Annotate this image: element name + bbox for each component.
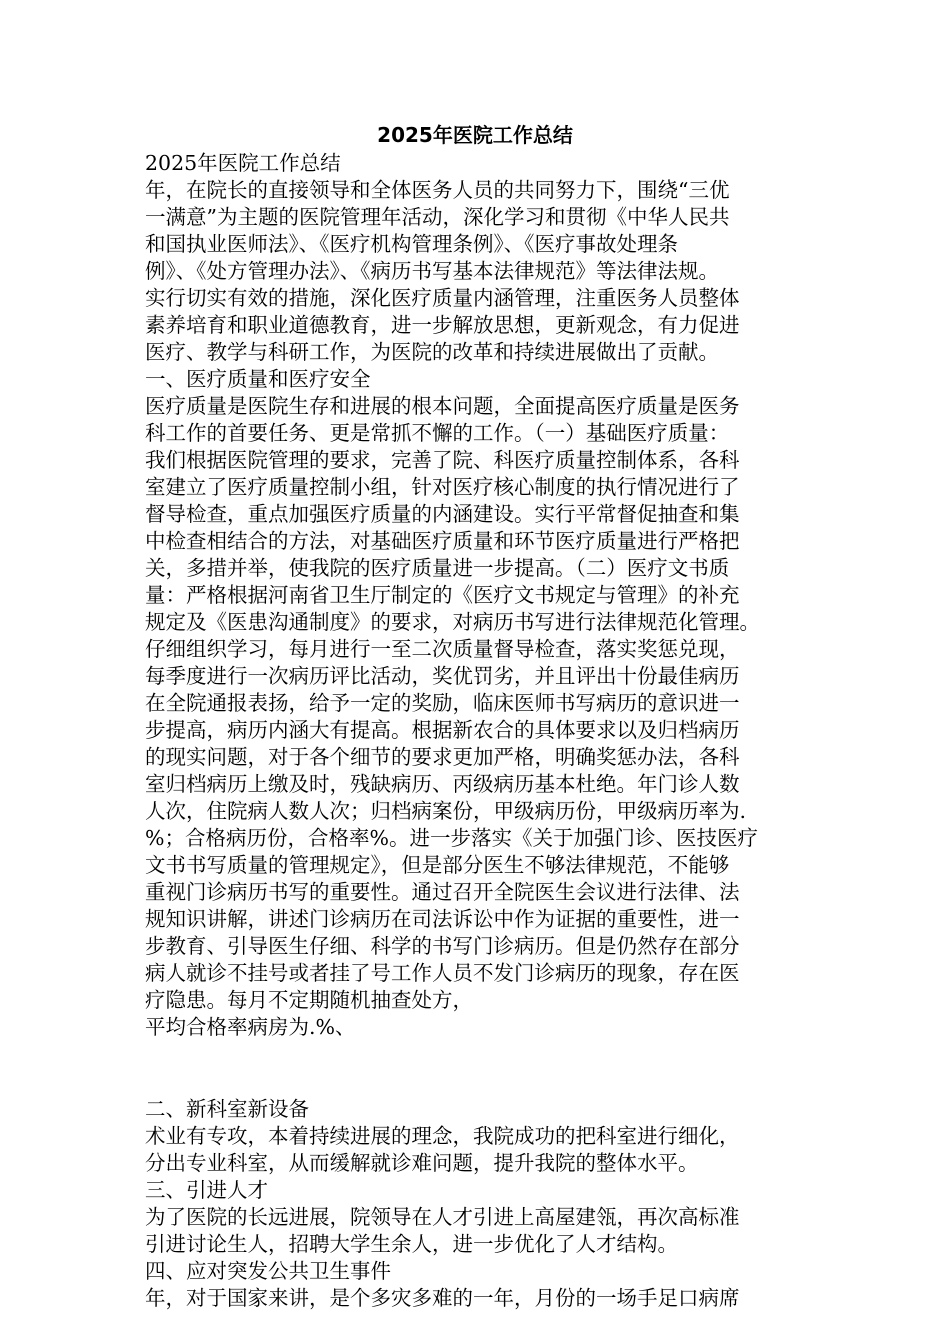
text-line: 平均合格率病房为.%、	[145, 1015, 356, 1039]
text-line: 年，对于国家来讲，是个多灾多难的一年，月份的一场手足口病席	[145, 1286, 740, 1310]
text-line: 重视门诊病历书写的重要性。通过召开全院医生会议进行法律、法	[145, 880, 740, 904]
text-line: 医疗、教学与科研工作，为医院的改革和持续进展做出了贡献。	[145, 340, 719, 364]
text-line: 分出专业科室，从而缓解就诊难问题，提升我院的整体水平。	[145, 1151, 699, 1175]
body-section-2	[145, 1096, 825, 1312]
text-line: 年，在院长的直接领导和全体医务人员的共同努力下，围绕“三优	[145, 178, 730, 202]
text-line: 室归档病历上缴及时，残缺病历、丙级病历基本杜绝。年门诊人数	[145, 772, 740, 796]
text-line: 病人就诊不挂号或者挂了号工作人员不发门诊病历的现象，存在医	[145, 961, 740, 985]
text-line: 素养培育和职业道德教育，进一步解放思想，更新观念，有力促进	[145, 313, 740, 337]
text-line: %；合格病历份，合格率%。进一步落实《关于加强门诊、医技医疗	[145, 826, 758, 850]
text-line: 四、应对突发公共卫生事件	[145, 1259, 391, 1283]
text-line: 一、医疗质量和医疗安全	[145, 367, 371, 391]
text-line: 在全院通报表扬，给予一定的奖励，临床医师书写病历的意识进一	[145, 691, 740, 715]
text-line: 中检查相结合的方法，对基础医疗质量和环节医疗质量进行严格把	[145, 529, 740, 553]
text-line: 三、引进人才	[145, 1178, 268, 1202]
text-line: 我们根据医院管理的要求，完善了院、科医疗质量控制体系，各科	[145, 448, 740, 472]
text-line: 一满意”为主题的医院管理年活动，深化学习和贯彻《中华人民共	[145, 205, 730, 229]
text-line: 医疗质量是医院生存和进展的根本问题，全面提高医疗质量是医务	[145, 394, 740, 418]
body-section-1	[145, 150, 825, 1041]
text-line: 步教育、引导医生仔细、科学的书写门诊病历。但是仍然存在部分	[145, 934, 740, 958]
document-body	[145, 150, 825, 1312]
text-line: 仔细组织学习，每月进行一至二次质量督导检查，落实奖惩兑现，	[145, 637, 740, 661]
text-line: 2025年医院工作总结	[145, 151, 341, 175]
text-line: 科工作的首要任务、更是常抓不懈的工作。（一）基础医疗质量：	[145, 421, 730, 445]
text-line: 每季度进行一次病历评比活动，奖优罚劣，并且评出十份最佳病历	[145, 664, 740, 688]
text-line: 为了医院的长远进展，院领导在人才引进上高屋建瓴，再次高标准	[145, 1205, 740, 1229]
text-line: 规知识讲解，讲述门诊病历在司法诉讼中作为证据的重要性，进一	[145, 907, 740, 931]
text-line: 量：严格根据河南省卫生厅制定的《医疗文书规定与管理》的补充	[145, 583, 740, 607]
text-line: 疗隐患。每月不定期随机抽查处方，	[145, 988, 473, 1012]
text-line: 和国执业医师法》、《医疗机构管理条例》、《医疗事故处理条	[145, 232, 678, 256]
text-line: 二、新科室新设备	[145, 1097, 309, 1121]
text-line: 实行切实有效的措施，深化医疗质量内涵管理，注重医务人员整体	[145, 286, 740, 310]
text-line: 术业有专攻，本着持续进展的理念，我院成功的把科室进行细化，	[145, 1124, 740, 1148]
text-line: 室建立了医疗质量控制小组，针对医疗核心制度的执行情况进行了	[145, 475, 740, 499]
text-line: 人次，住院病人数人次；归档病案份，甲级病历份，甲级病历率为.	[145, 799, 747, 823]
text-line: 规定及《医患沟通制度》的要求，对病历书写进行法律规范化管理。	[145, 610, 760, 634]
text-line: 引进讨论生人，招聘大学生余人，进一步优化了人才结构。	[145, 1232, 678, 1256]
text-line: 关，多措并举，使我院的医疗质量进一步提高。（二）医疗文书质	[145, 556, 730, 580]
text-line: 文书书写质量的管理规定》，但是部分医生不够法律规范，不能够	[145, 853, 730, 877]
text-line: 督导检查，重点加强医疗质量的内涵建设。实行平常督促抽查和集	[145, 502, 740, 526]
text-line: 例》、《处方管理办法》、《病历书写基本法律规范》等法律法规。	[145, 259, 719, 283]
text-line: 的现实问题，对于各个细节的要求更加严格，明确奖惩办法，各科	[145, 745, 740, 769]
text-line: 步提高，病历内涵大有提高。根据新农合的具体要求以及归档病历	[145, 718, 740, 742]
document-title: 2025年医院工作总结	[377, 123, 573, 147]
blank-gap	[145, 1041, 825, 1096]
